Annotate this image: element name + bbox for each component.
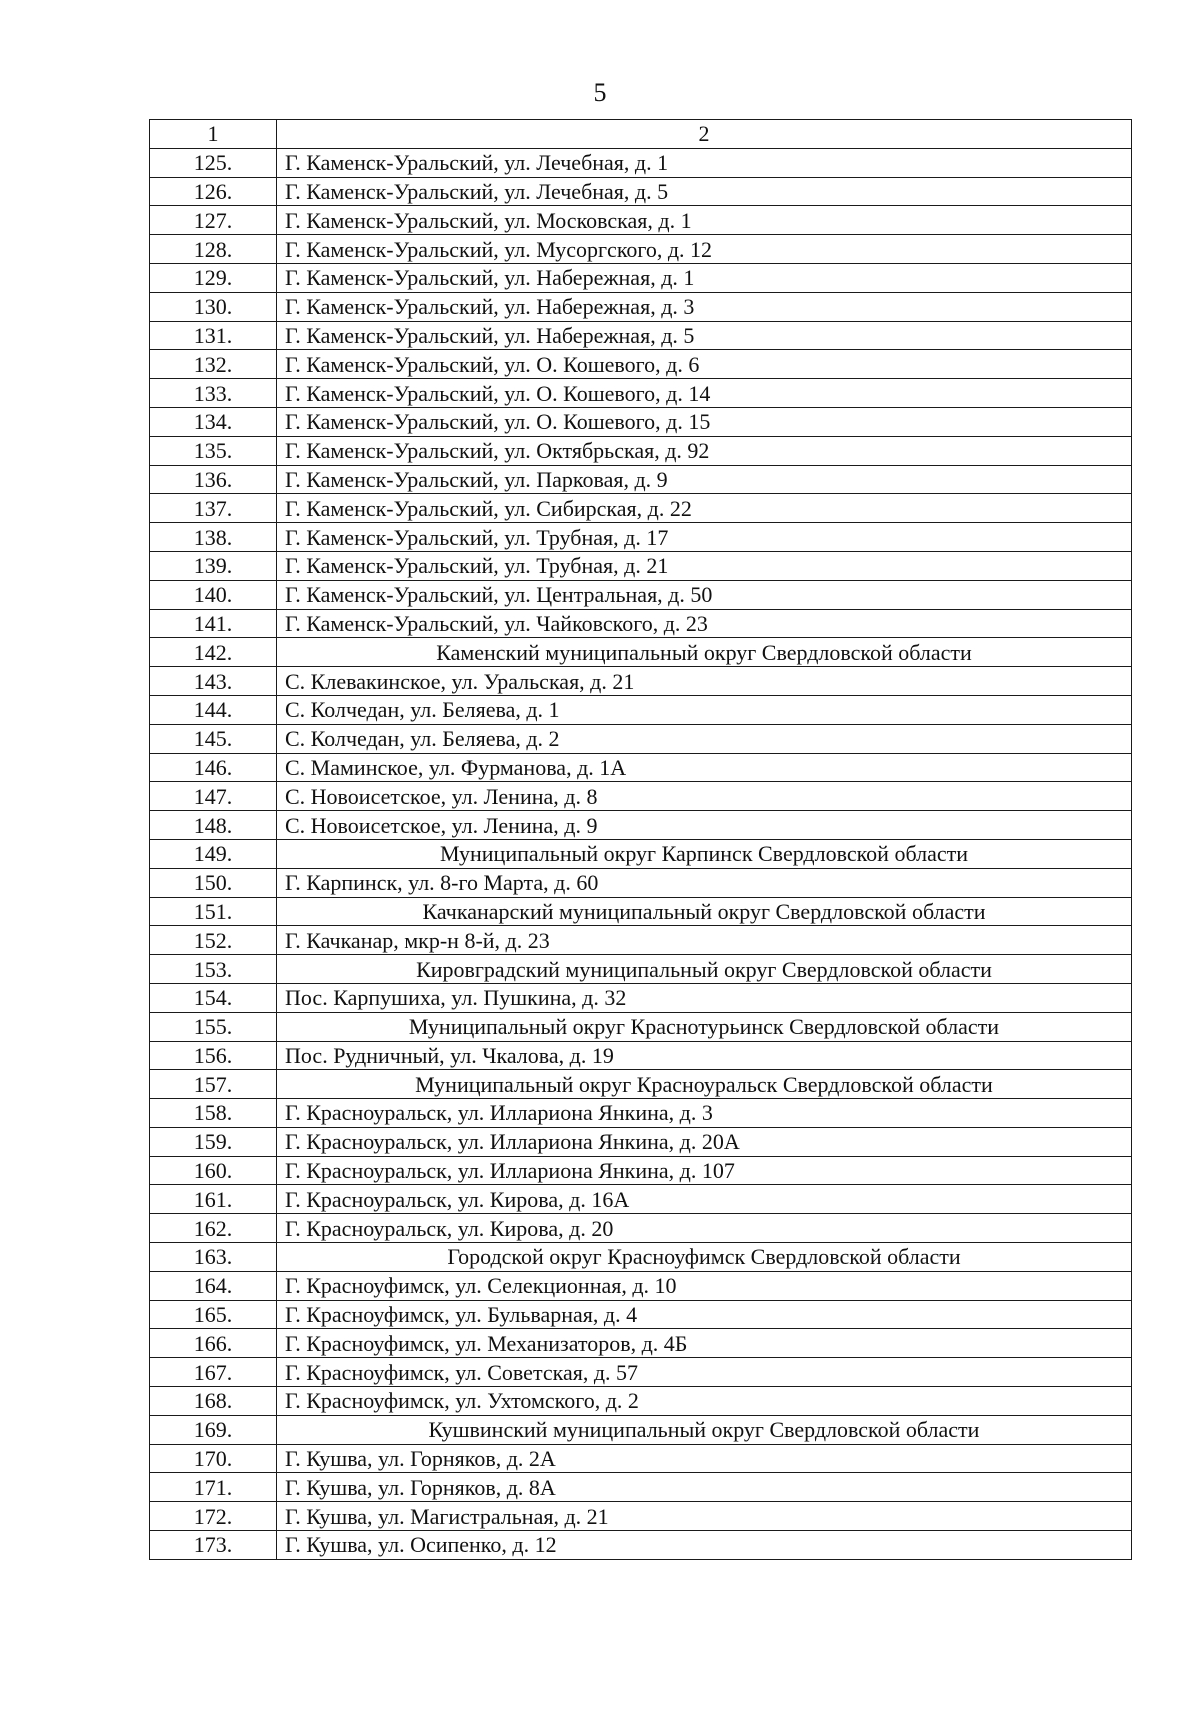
address-cell: Г. Каменск-Уральский, ул. Набережная, д. 1 xyxy=(277,263,1132,292)
table-row xyxy=(150,782,1132,811)
row-number: 132. xyxy=(150,350,277,379)
row-number: 137. xyxy=(150,494,277,523)
address-cell: С. Новоисетское, ул. Ленина, д. 8 xyxy=(277,782,1132,811)
address-cell: Г. Кушва, ул. Горняков, д. 2А xyxy=(277,1444,1132,1473)
address-cell: Г. Кушва, ул. Магистральная, д. 21 xyxy=(277,1502,1132,1531)
district-heading-row xyxy=(150,1243,1132,1272)
address-cell: Пос. Рудничный, ул. Чкалова, д. 19 xyxy=(277,1041,1132,1070)
district-name: Муниципальный округ Красноуральск Свердловской области xyxy=(277,1070,1132,1099)
table-row xyxy=(150,1271,1132,1300)
table-header-row xyxy=(150,120,1132,149)
row-number: 162. xyxy=(150,1214,277,1243)
row-number: 150. xyxy=(150,868,277,897)
district-heading-row xyxy=(150,1012,1132,1041)
address-cell: Г. Карпинск, ул. 8-го Марта, д. 60 xyxy=(277,868,1132,897)
table-row xyxy=(150,811,1132,840)
row-number: 159. xyxy=(150,1127,277,1156)
row-number: 133. xyxy=(150,379,277,408)
table-row xyxy=(150,206,1132,235)
row-number: 152. xyxy=(150,926,277,955)
table-row xyxy=(150,494,1132,523)
address-cell: С. Клевакинское, ул. Уральская, д. 21 xyxy=(277,667,1132,696)
row-number: 173. xyxy=(150,1531,277,1560)
table-row xyxy=(150,263,1132,292)
district-heading-row xyxy=(150,1415,1132,1444)
row-number: 169. xyxy=(150,1415,277,1444)
row-number: 149. xyxy=(150,839,277,868)
row-number: 167. xyxy=(150,1358,277,1387)
address-cell: С. Колчедан, ул. Беляева, д. 1 xyxy=(277,695,1132,724)
table-row xyxy=(150,379,1132,408)
row-number: 153. xyxy=(150,955,277,984)
district-name: Каменский муниципальный округ Свердловской области xyxy=(277,638,1132,667)
row-number: 148. xyxy=(150,811,277,840)
table-row xyxy=(150,868,1132,897)
table-row xyxy=(150,724,1132,753)
column-number-header: 1 xyxy=(150,120,277,149)
row-number: 143. xyxy=(150,667,277,696)
row-number: 146. xyxy=(150,753,277,782)
row-number: 125. xyxy=(150,148,277,177)
address-cell: Г. Каменск-Уральский, ул. Мусоргского, д. 12 xyxy=(277,235,1132,264)
address-cell: Г. Красноуфимск, ул. Механизаторов, д. 4Б xyxy=(277,1329,1132,1358)
row-number: 158. xyxy=(150,1099,277,1128)
address-cell: Г. Каменск-Уральский, ул. Чайковского, д. 23 xyxy=(277,609,1132,638)
row-number: 171. xyxy=(150,1473,277,1502)
row-number: 127. xyxy=(150,206,277,235)
row-number: 155. xyxy=(150,1012,277,1041)
address-cell: Г. Красноуфимск, ул. Советская, д. 57 xyxy=(277,1358,1132,1387)
district-heading-row xyxy=(150,839,1132,868)
address-cell: Г. Каменск-Уральский, ул. Сибирская, д. 22 xyxy=(277,494,1132,523)
address-cell: Пос. Карпушиха, ул. Пушкина, д. 32 xyxy=(277,983,1132,1012)
table-row xyxy=(150,1473,1132,1502)
table-row xyxy=(150,177,1132,206)
row-number: 129. xyxy=(150,263,277,292)
table-row xyxy=(150,1214,1132,1243)
address-cell: Г. Каменск-Уральский, ул. Трубная, д. 21 xyxy=(277,551,1132,580)
table-row xyxy=(150,350,1132,379)
column-address-header: 2 xyxy=(277,120,1132,149)
address-cell: Г. Красноуфимск, ул. Селекционная, д. 10 xyxy=(277,1271,1132,1300)
address-cell: С. Новоисетское, ул. Ленина, д. 9 xyxy=(277,811,1132,840)
address-cell: Г. Каменск-Уральский, ул. Набережная, д. 3 xyxy=(277,292,1132,321)
row-number: 131. xyxy=(150,321,277,350)
address-cell: Г. Красноуфимск, ул. Ухтомского, д. 2 xyxy=(277,1387,1132,1416)
address-cell: Г. Качканар, мкр-н 8-й, д. 23 xyxy=(277,926,1132,955)
row-number: 138. xyxy=(150,523,277,552)
table-row xyxy=(150,1041,1132,1070)
row-number: 165. xyxy=(150,1300,277,1329)
row-number: 130. xyxy=(150,292,277,321)
table-row xyxy=(150,551,1132,580)
district-name: Муниципальный округ Карпинск Свердловской области xyxy=(277,839,1132,868)
address-cell: Г. Каменск-Уральский, ул. Парковая, д. 9 xyxy=(277,465,1132,494)
table-row xyxy=(150,1127,1132,1156)
row-number: 164. xyxy=(150,1271,277,1300)
address-cell: Г. Красноуральск, ул. Кирова, д. 20 xyxy=(277,1214,1132,1243)
table-row xyxy=(150,321,1132,350)
table-row xyxy=(150,1502,1132,1531)
address-cell: Г. Каменск-Уральский, ул. Октябрьская, д. 92 xyxy=(277,436,1132,465)
row-number: 142. xyxy=(150,638,277,667)
row-number: 126. xyxy=(150,177,277,206)
address-cell: Г. Каменск-Уральский, ул. О. Кошевого, д. 6 xyxy=(277,350,1132,379)
row-number: 139. xyxy=(150,551,277,580)
address-cell: Г. Каменск-Уральский, ул. Лечебная, д. 5 xyxy=(277,177,1132,206)
table-row xyxy=(150,407,1132,436)
table-row xyxy=(150,235,1132,264)
district-name: Качканарский муниципальный округ Свердловской области xyxy=(277,897,1132,926)
table-row xyxy=(150,695,1132,724)
row-number: 168. xyxy=(150,1387,277,1416)
address-cell: Г. Красноуральск, ул. Иллариона Янкина, д. 3 xyxy=(277,1099,1132,1128)
table-row xyxy=(150,523,1132,552)
address-cell: Г. Каменск-Уральский, ул. Центральная, д. 50 xyxy=(277,580,1132,609)
address-cell: Г. Кушва, ул. Горняков, д. 8А xyxy=(277,1473,1132,1502)
table-row xyxy=(150,1099,1132,1128)
district-heading-row xyxy=(150,638,1132,667)
table-row xyxy=(150,1444,1132,1473)
row-number: 135. xyxy=(150,436,277,465)
address-cell: Г. Красноуральск, ул. Кирова, д. 16А xyxy=(277,1185,1132,1214)
row-number: 140. xyxy=(150,580,277,609)
row-number: 166. xyxy=(150,1329,277,1358)
row-number: 141. xyxy=(150,609,277,638)
row-number: 147. xyxy=(150,782,277,811)
table-row xyxy=(150,609,1132,638)
district-name: Городской округ Красноуфимск Свердловской области xyxy=(277,1243,1132,1272)
table-row xyxy=(150,1300,1132,1329)
row-number: 163. xyxy=(150,1243,277,1272)
row-number: 136. xyxy=(150,465,277,494)
table-row xyxy=(150,1185,1132,1214)
table-row xyxy=(150,1531,1132,1560)
row-number: 157. xyxy=(150,1070,277,1099)
address-cell: Г. Красноуральск, ул. Иллариона Янкина, д. 107 xyxy=(277,1156,1132,1185)
row-number: 151. xyxy=(150,897,277,926)
table-row xyxy=(150,926,1132,955)
table-row xyxy=(150,983,1132,1012)
address-cell: Г. Каменск-Уральский, ул. Лечебная, д. 1 xyxy=(277,148,1132,177)
table-row xyxy=(150,148,1132,177)
district-name: Кировградский муниципальный округ Свердловской области xyxy=(277,955,1132,984)
address-cell: Г. Каменск-Уральский, ул. Набережная, д. 5 xyxy=(277,321,1132,350)
address-cell: Г. Каменск-Уральский, ул. О. Кошевого, д. 15 xyxy=(277,407,1132,436)
district-heading-row xyxy=(150,955,1132,984)
address-cell: Г. Красноуральск, ул. Иллариона Янкина, д. 20А xyxy=(277,1127,1132,1156)
address-cell: Г. Каменск-Уральский, ул. Московская, д. 1 xyxy=(277,206,1132,235)
table-row xyxy=(150,1156,1132,1185)
row-number: 156. xyxy=(150,1041,277,1070)
district-heading-row xyxy=(150,1070,1132,1099)
row-number: 145. xyxy=(150,724,277,753)
row-number: 172. xyxy=(150,1502,277,1531)
row-number: 160. xyxy=(150,1156,277,1185)
address-cell: С. Маминское, ул. Фурманова, д. 1А xyxy=(277,753,1132,782)
address-cell: Г. Каменск-Уральский, ул. О. Кошевого, д. 14 xyxy=(277,379,1132,408)
table-row xyxy=(150,667,1132,696)
address-cell: С. Колчедан, ул. Беляева, д. 2 xyxy=(277,724,1132,753)
address-table xyxy=(149,119,1132,1560)
row-number: 154. xyxy=(150,983,277,1012)
table-row xyxy=(150,1329,1132,1358)
table-row xyxy=(150,436,1132,465)
page-number: 5 xyxy=(593,78,607,107)
table-row xyxy=(150,465,1132,494)
district-heading-row xyxy=(150,897,1132,926)
address-cell: Г. Красноуфимск, ул. Бульварная, д. 4 xyxy=(277,1300,1132,1329)
address-cell: Г. Кушва, ул. Осипенко, д. 12 xyxy=(277,1531,1132,1560)
address-table-body xyxy=(150,120,1132,1560)
row-number: 134. xyxy=(150,407,277,436)
row-number: 170. xyxy=(150,1444,277,1473)
table-row xyxy=(150,753,1132,782)
district-name: Кушвинский муниципальный округ Свердловской области xyxy=(277,1415,1132,1444)
row-number: 161. xyxy=(150,1185,277,1214)
table-row xyxy=(150,1358,1132,1387)
table-row xyxy=(150,580,1132,609)
address-cell: Г. Каменск-Уральский, ул. Трубная, д. 17 xyxy=(277,523,1132,552)
row-number: 144. xyxy=(150,695,277,724)
row-number: 128. xyxy=(150,235,277,264)
table-row xyxy=(150,1387,1132,1416)
table-row xyxy=(150,292,1132,321)
district-name: Муниципальный округ Краснотурьинск Свердловской области xyxy=(277,1012,1132,1041)
